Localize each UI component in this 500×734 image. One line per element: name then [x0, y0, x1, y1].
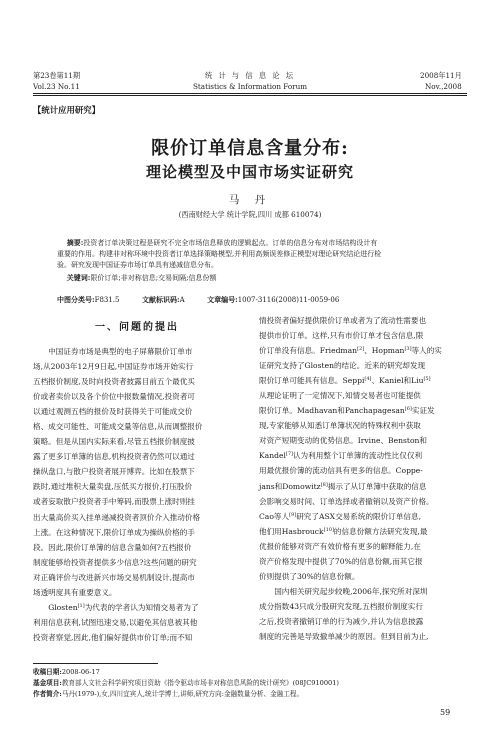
- body-line: 之后,投资者撤销订单的行为减少,并认为信息披露: [259, 616, 424, 626]
- body-line: 场,从2003年12月9日起,中国证券市场开始实行: [33, 362, 194, 372]
- abstract-line: 验。研究发现中国证券市场订单具有递减信息分布。: [57, 261, 218, 270]
- keywords: 关键词:限价订单;非对称信息;交易间隔;信息份额: [66, 272, 217, 282]
- column-tag: 【统计应用研究】: [33, 105, 100, 115]
- body-line: 段。因此,限价订单簿的信息含量如何?五档报价: [33, 542, 192, 552]
- body-line: jans和Domowitz[8]揭示了从订单簿中获取的信息: [259, 481, 427, 491]
- page-number: 59: [440, 708, 451, 717]
- paper-title-line1: 限价订单信息含量分布:: [151, 138, 349, 159]
- body-line: 上涨。在这种情况下,限价订单成为操纵价格的手: [33, 527, 195, 537]
- body-line: 优报价能够对资产有效价格有更多的解释能力,在: [259, 541, 421, 551]
- body-line: 现,专家能够从知悉订单簿状况的特殊权利中获取: [259, 421, 421, 431]
- citation-marker: [10]: [323, 526, 334, 533]
- body-line: 对正确评价与改进新兴市场交易机制设计,提高市: [33, 572, 195, 582]
- body-line: 策略。但是从国内实际来看,尽管五档报价制度披: [33, 437, 195, 447]
- paper-title-line2: 理论模型及中国市场实证研究: [145, 163, 354, 181]
- body-line: 对资产短期变动的优势信息。Irvine、Benston和: [259, 436, 428, 446]
- body-line: Cao等人[9]研究了ASX交易系统的限价订单信息,: [259, 511, 422, 521]
- abstract: [57, 237, 447, 284]
- body-line: 提供市价订单。这样,只有市价订单才包含信息,限: [259, 331, 424, 341]
- abstract-label: 摘要:: [66, 238, 84, 247]
- citation-marker: [8]: [320, 481, 328, 488]
- author-affiliation: (西南财经大学 统计学院,四川 成都 610074): [178, 210, 322, 219]
- document-code: A: [179, 296, 185, 304]
- body-line: 制度的完善是导致撤单减少的原因。但到目前为止,: [259, 631, 429, 641]
- abstract-line: 重要的作用。构建非对称环境中投资者订单选择策略模型,并利用高频误差修正模型对理论研究结论进行检: [57, 250, 382, 259]
- body-line: 以通过观测五档的报价及时获得关于可能成交价: [33, 407, 193, 417]
- body-line: 跌时,通过堆积大量卖盘,压低买方报价,打压股价: [33, 482, 193, 492]
- citation-marker: [6]: [404, 406, 412, 413]
- issue-en: Vol.23 No.11: [33, 82, 80, 91]
- clc-number: F831.5: [94, 296, 120, 304]
- body-line: 场透明度具有重要意义。: [33, 587, 117, 597]
- body-line: 价订单没有信息。Friedman[2]、Hopman[3]等人的实: [259, 346, 442, 356]
- body-line: 出大量高价买入挂单递减投资者顶价介入推动价格: [33, 512, 201, 522]
- right-column: [259, 313, 467, 644]
- body-line: 五档报价制度,及时向投资者披露目前五个最优买: [33, 377, 195, 387]
- body-line: 证研究支持了Glosten的结论。近来的研究却发现: [259, 361, 426, 371]
- citation-marker: [9]: [289, 511, 297, 518]
- body-line: 操纵盘口,与散户投资者展开博弈。比如在股票下: [33, 467, 195, 477]
- footnote-fund: 基金项目:教育部人文社会科学研究项目资助《指令驱动市场非对称信息风险的统计研究》(08JC910001): [33, 679, 339, 687]
- citation-marker: [1]: [77, 602, 85, 609]
- section-heading: 一、问题的提出: [95, 322, 179, 333]
- body-line: 制度能够给投资者提供多少信息?这些问题的研究: [33, 557, 197, 567]
- body-line: 价则提供了30%的信息份额。: [259, 571, 360, 581]
- body-line: 会影响交易时间、订单选择或者撤销以及资产价格。: [259, 496, 434, 506]
- body-line: 用最优报价簿的流动信具有更多的信息。Coppe-: [259, 466, 423, 476]
- footnote-author: 作者简介:马丹(1979-),女,四川宜宾人,统计学博士,讲师,研究方向:金融数量分析、金融工程。: [33, 690, 304, 698]
- body-line: 从理论证明了一定情况下,知情交易者也可能提供: [259, 391, 421, 401]
- body-line: 成分指数43只成分股研究发现,五档报价制度实行: [259, 601, 423, 611]
- body-line: 露了更多订单簿的信息,机构投资者仍然可以通过: [33, 452, 195, 462]
- body-line: 限价订单可能具有信息。Seppi[4]、Kaniel和Liu[5]: [259, 376, 431, 386]
- body-line: 利用信息获利,试图迅速交易,以避免其信息被其他: [33, 617, 198, 627]
- body-line: 格、成交可能性、可能成交量等信息,从而调整报价: [33, 422, 203, 432]
- body-line: 资产价格发现中提供了70%的信息份额,而其它报: [259, 556, 423, 566]
- abstract-line: 摘要:投资者订单决策过程是研究不完全市场信息释放的逻辑起点。订单的信息分布对市场结构设计有: [66, 238, 378, 247]
- body-line: 中国证券市场是典型的电子屏幕限价订单市: [48, 347, 193, 356]
- body-line: 价或者卖价以及各个价位中报数量情况,投资者可: [33, 392, 195, 402]
- header-rule-top: [33, 93, 467, 94]
- body-line: Glosten[1]为代表的学者认为知情交易者为了: [48, 602, 199, 612]
- journal-title-cn: 统 计 与 信 息 论 坛: [204, 71, 296, 80]
- article-number: 1007-3116(2008)11-0059-06: [237, 296, 340, 304]
- body-line: 限价订单。Madhavan和Panchapagesan[6]实证发: [259, 406, 435, 416]
- author-name: 马 丹: [228, 194, 272, 206]
- body-line: 情投资者偏好提供限价订单或者为了流动性需要也: [259, 316, 427, 325]
- citation-marker: [7]: [285, 451, 293, 458]
- left-column: [33, 344, 241, 645]
- body-line: 或者妄取散户投资者手中筹码,而股票上涨时则挂: [33, 497, 195, 507]
- citation-marker: [4]: [364, 376, 372, 383]
- journal-title-en: Statistics & Information Forum: [192, 82, 308, 91]
- citation-marker: [3]: [404, 346, 412, 353]
- keywords-label: 关键词:: [66, 272, 91, 282]
- classification-meta: 中图分类号:F831.5 文献标识码:A 文章编号:1007-3116(2008)11-0059-06: [57, 295, 340, 304]
- footnote-rule: [33, 663, 158, 664]
- date-cn: 2008年11月: [420, 71, 462, 80]
- body-line: 他们用Hasbrouck[10]的信息份额方法研究发现,最: [259, 526, 428, 536]
- date-en: Nov.,2008: [425, 82, 462, 91]
- citation-marker: [2]: [357, 346, 365, 353]
- body-line: 投资者察觉,因此,他们偏好提供市价订单;而不知: [33, 632, 193, 642]
- footnote-received: 收稿日期:2008-06-17: [33, 668, 100, 676]
- body-line: Kandel[7]认为利用整个订单簿的流动性比仅仅利: [259, 451, 423, 461]
- citation-marker: [5]: [423, 376, 431, 383]
- header-rule-bottom: [33, 95, 467, 96]
- issue-cn: 第23卷第11期: [33, 71, 81, 80]
- body-line: 国内相关研究起步较晚,2006年,探究所对深圳: [274, 586, 428, 596]
